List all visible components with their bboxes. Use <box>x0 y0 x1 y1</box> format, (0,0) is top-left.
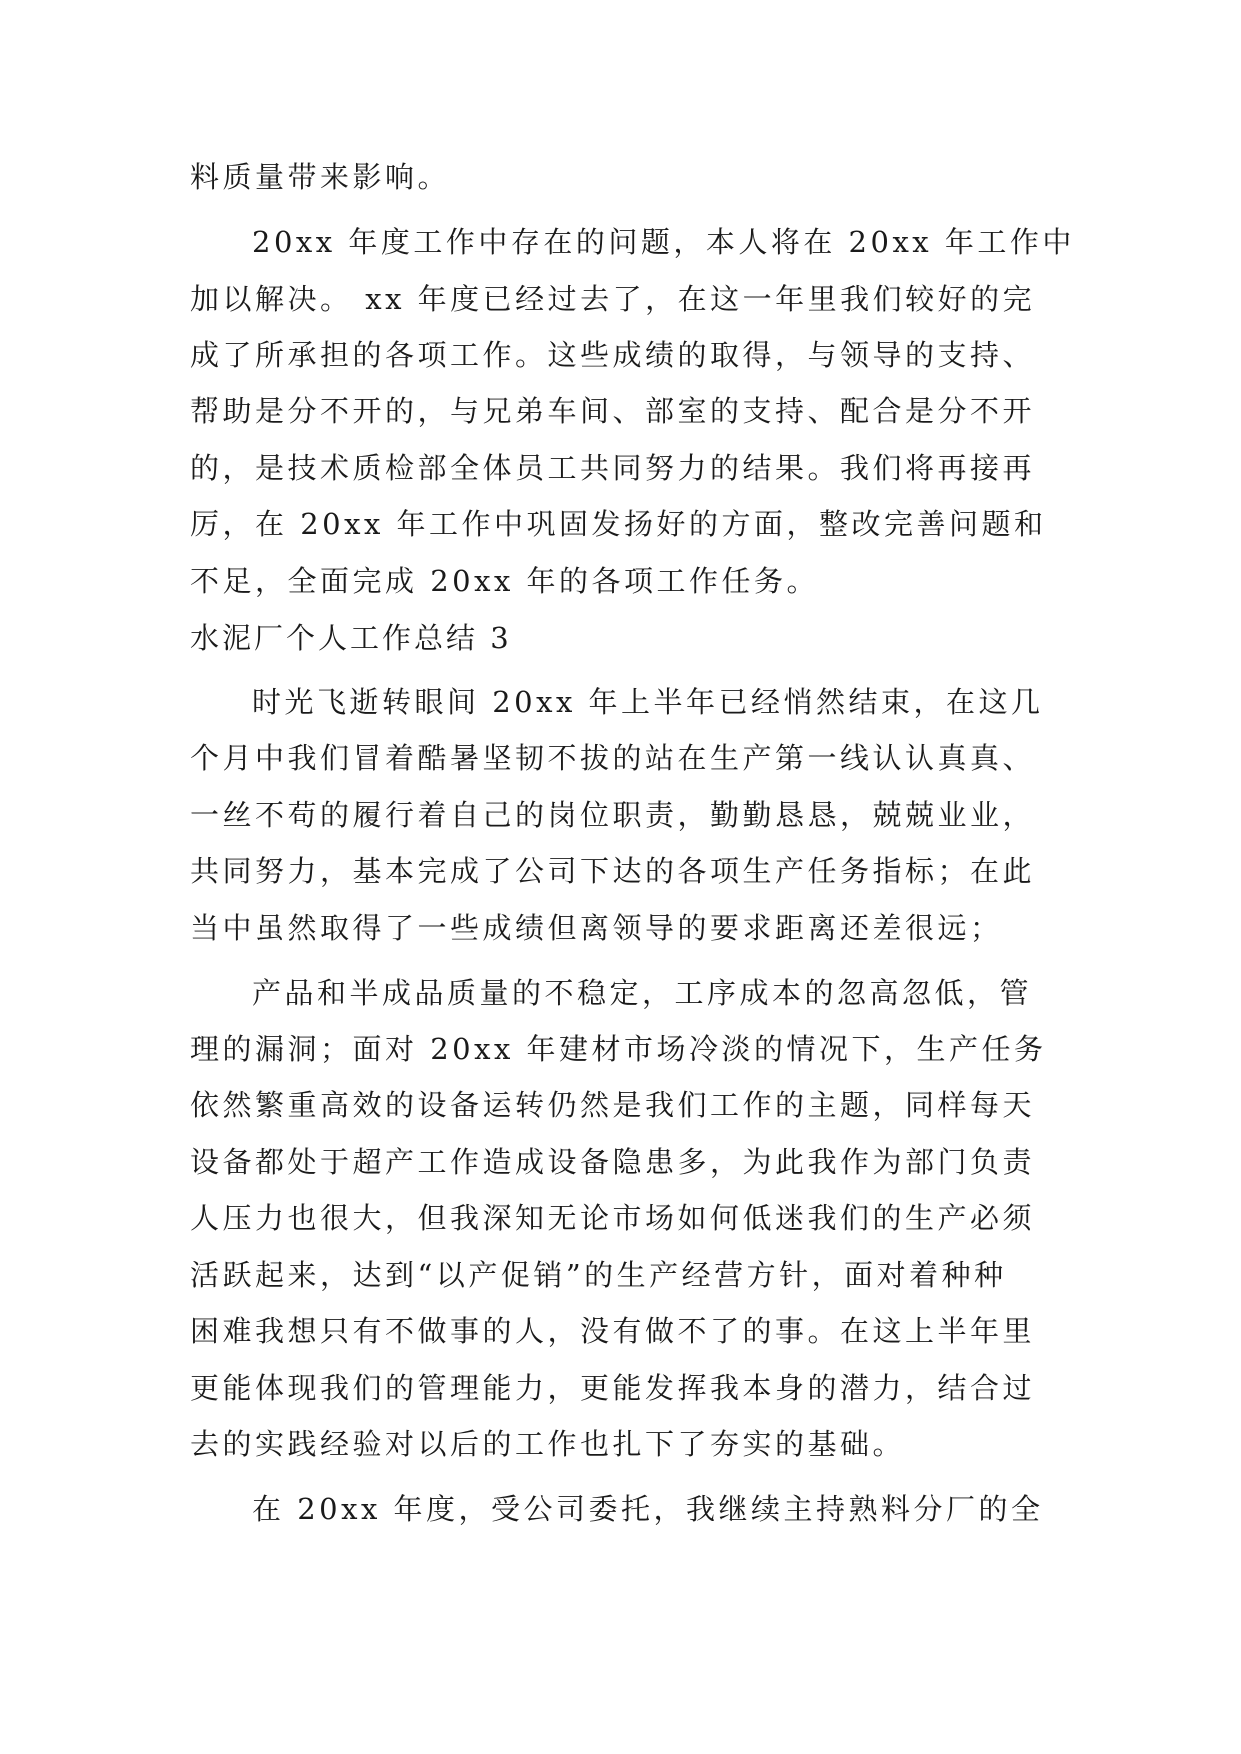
section-heading: 水泥厂个人工作总结 3 <box>190 621 512 655</box>
text-line: 不足，全面完成 20xx 年的各项工作任务。 <box>190 564 820 598</box>
text-line: 厉，在 20xx 年工作中巩固发扬好的方面，整改完善问题和 <box>190 507 1047 541</box>
paragraph-first-line: 时光飞逝转眼间 20xx 年上半年已经悄然结束，在这几 <box>252 685 1044 719</box>
text-line: 帮助是分不开的，与兄弟车间、部室的支持、配合是分不开 <box>190 394 1036 428</box>
text-line: 个月中我们冒着酷暑坚韧不拔的站在生产第一线认认真真、 <box>190 741 1036 775</box>
text-line: 共同努力，基本完成了公司下达的各项生产任务指标；在此 <box>190 854 1036 888</box>
text-line: 成了所承担的各项工作。这些成绩的取得，与领导的支持、 <box>190 338 1036 372</box>
text-line: 的，是技术质检部全体员工共同努力的结果。我们将再接再 <box>190 451 1036 485</box>
text-line: 人压力也很大，但我深知无论市场如何低迷我们的生产必须 <box>190 1201 1036 1235</box>
text-line: 去的实践经验对以后的工作也扎下了夯实的基础。 <box>190 1427 906 1461</box>
text-line: 加以解决。 xx 年度已经过去了，在这一年里我们较好的完 <box>190 282 1036 316</box>
paragraph-first-line: 产品和半成品质量的不稳定，工序成本的忽高忽低，管 <box>252 976 1033 1010</box>
paragraph-first-line: 20xx 年度工作中存在的问题，本人将在 20xx 年工作中 <box>252 225 1075 259</box>
text-line: 依然繁重高效的设备运转仍然是我们工作的主题，同样每天 <box>190 1088 1036 1122</box>
text-line: 困难我想只有不做事的人，没有做不了的事。在这上半年里 <box>190 1314 1036 1348</box>
text-line: 更能体现我们的管理能力，更能发挥我本身的潜力，结合过 <box>190 1371 1036 1405</box>
text-line: 设备都处于超产工作造成设备隐患多，为此我作为部门负责 <box>190 1145 1036 1179</box>
text-line: 料质量带来影响。 <box>190 160 451 194</box>
text-line: 一丝不苟的履行着自己的岗位职责，勤勤恳恳，兢兢业业， <box>190 798 1036 832</box>
text-line: 理的漏洞；面对 20xx 年建材市场冷淡的情况下，生产任务 <box>190 1032 1047 1066</box>
paragraph-first-line: 在 20xx 年度，受公司委托，我继续主持熟料分厂的全 <box>252 1492 1044 1526</box>
text-line: 活跃起来，达到“以产促销”的生产经营方针，面对着种种 <box>190 1258 1007 1292</box>
text-line: 当中虽然取得了一些成绩但离领导的要求距离还差很远； <box>190 911 1003 945</box>
